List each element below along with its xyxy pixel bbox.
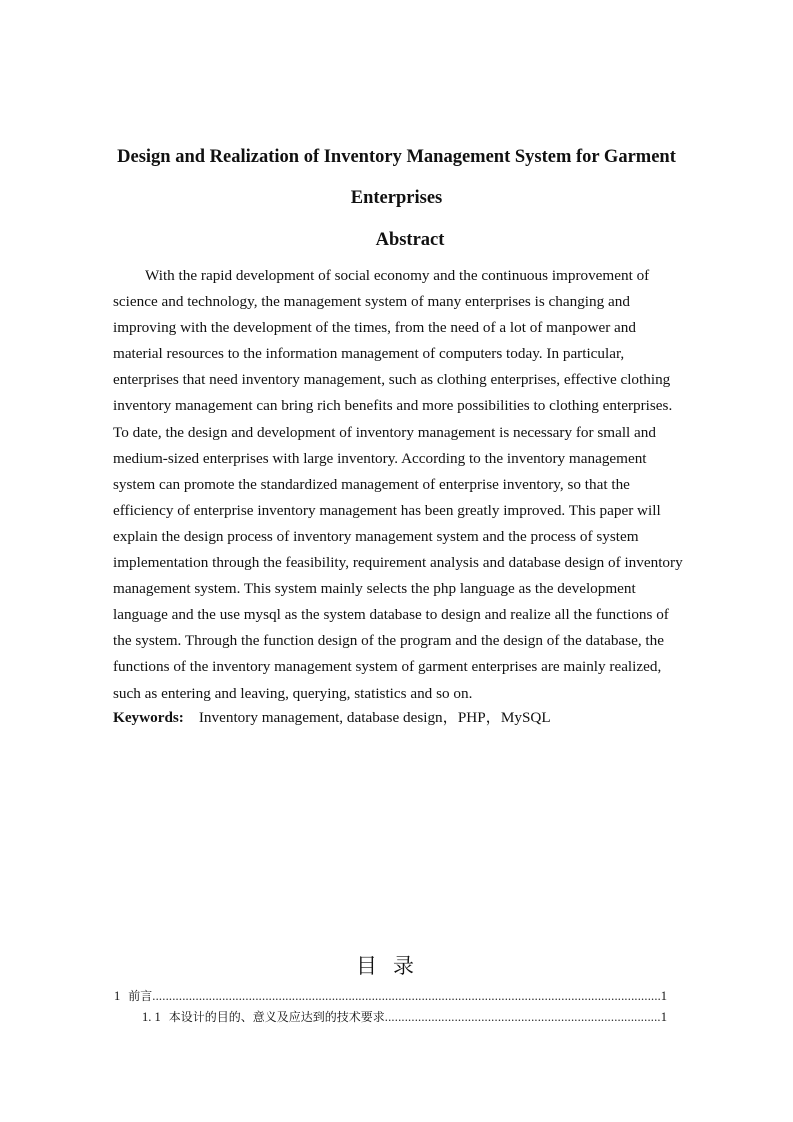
abstract-line: such as entering and leaving, querying, statistics and so on. (113, 684, 473, 702)
toc-entry[interactable] (114, 987, 667, 1004)
abstract-line: medium-sized enterprises with large inventory. According to the inventory management (113, 449, 647, 467)
abstract-line: language and the use mysql as the system database to design and realize all the functions of (113, 606, 669, 624)
keywords-text: Inventory management, database design，PHP，MySQL (198, 709, 551, 726)
toc-leader-dots (385, 1010, 660, 1025)
toc-entry-title: 前言 (128, 989, 153, 1003)
abstract-heading: Abstract (375, 230, 445, 250)
abstract-line: improving with the development of the times, from the need of a lot of manpower and (113, 319, 636, 337)
toc-entry-number: 1 (114, 989, 121, 1003)
abstract-line: the system. Through the function design of the program and the design of the database, the (113, 632, 664, 650)
abstract-line: system can promote the standardized management of enterprise inventory, so that the (113, 475, 630, 493)
keywords-label: Keywords: (113, 709, 184, 726)
abstract-line: functions of the inventory management system of garment enterprises are mainly realized, (113, 658, 662, 676)
paper-title-line-2: Enterprises (350, 188, 443, 208)
toc-entry-number: 1. 1 (142, 1010, 161, 1024)
abstract-body (113, 263, 723, 707)
abstract-line: To date, the design and development of inventory management is necessary for small and (113, 423, 656, 441)
keywords-line (113, 706, 551, 727)
abstract-line: explain the design process of inventory management system and the process of system (113, 527, 639, 545)
abstract-line: efficiency of enterprise inventory management has been greatly improved. This paper will (113, 501, 661, 519)
abstract-line: With the rapid development of social economy and the continuous improvement of (145, 267, 650, 284)
toc-entry-title: 本设计的目的、意义及应达到的技术要求 (168, 1010, 385, 1024)
toc-heading: 目录 (356, 954, 430, 978)
paper-title-line-1: Design and Realization of Inventory Management System for Garment (117, 147, 676, 167)
toc-leader-dots (152, 989, 659, 1004)
abstract-line: implementation through the feasibility, requirement analysis and database design of inventory (113, 554, 683, 572)
abstract-line: inventory management can bring rich benefits and more possibilities to clothing enterprises. (113, 397, 673, 415)
abstract-line: material resources to the information management of computers today. In particular, (113, 345, 625, 363)
toc-entry-page: 1 (660, 989, 667, 1003)
abstract-line: management system. This system mainly selects the php language as the development (113, 580, 636, 598)
abstract-line: enterprises that need inventory management, such as clothing enterprises, effective clothing (113, 371, 671, 389)
toc-entry-page: 1 (660, 1010, 667, 1024)
abstract-line: science and technology, the management system of many enterprises is changing and (113, 293, 630, 311)
toc-entry[interactable] (142, 1008, 667, 1025)
